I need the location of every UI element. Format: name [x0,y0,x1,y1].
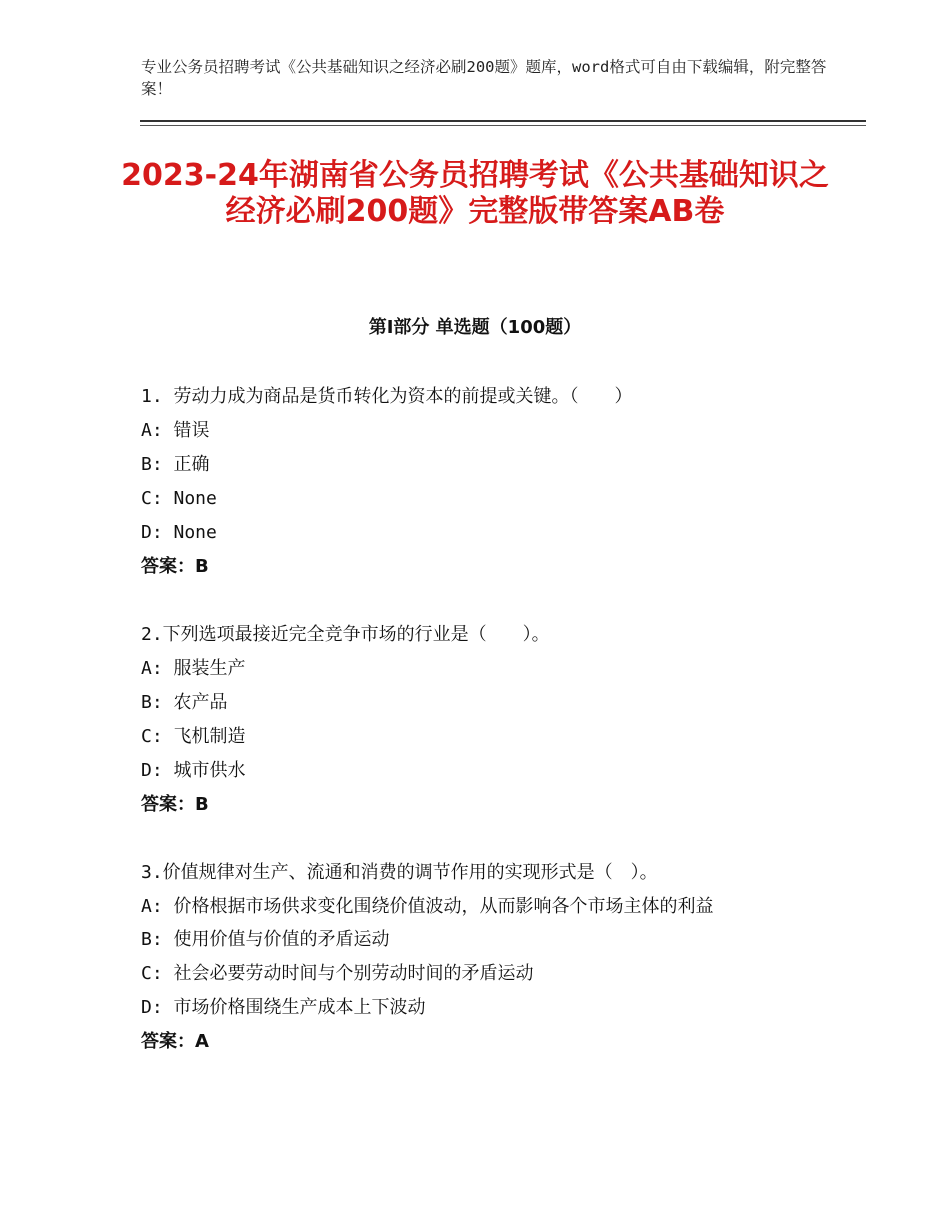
answer-label: 答案：A [141,1031,209,1052]
section-title: 第Ⅰ部分 单选题（100题） [368,317,582,338]
option-c: C: 社会必要劳动时间与个别劳动时间的矛盾运动 [141,963,534,984]
option-a: A: 价格根据市场供求变化围绕价值波动，从而影响各个市场主体的利益 [141,896,714,917]
option-a: A: 错误 [141,420,210,441]
header-divider-thick [140,120,866,122]
document-title: 2023-24年湖南省公务员招聘考试《公共基础知识之经济必刷200题》完整版带答案AB卷 [121,158,829,229]
option-b: B: 农产品 [141,692,228,713]
question-stem: 3.价值规律对生产、流通和消费的调节作用的实现形式是（ ）。 [141,862,658,883]
answer-label: 答案：B [141,794,209,815]
question-2 [141,618,821,822]
question-stem: 1. 劳动力成为商品是货币转化为资本的前提或关键。（ ） [141,386,633,407]
option-d: D: 市场价格围绕生产成本上下波动 [141,997,426,1018]
option-c: C: 飞机制造 [141,726,246,747]
question-1 [141,380,821,584]
option-d: D: None [141,522,217,543]
header-divider-thin [140,125,866,126]
option-d: D: 城市供水 [141,760,246,781]
option-a: A: 服装生产 [141,658,246,679]
option-b: B: 使用价值与价值的矛盾运动 [141,929,390,950]
header-note: 专业公务员招聘考试《公共基础知识之经济必刷200题》题库，word格式可自由下载编辑，附完整答案！ [141,58,827,98]
answer-label: 答案：B [141,556,209,577]
question-3 [141,856,821,1059]
question-stem: 2.下列选项最接近完全竞争市场的行业是（ ）。 [141,624,550,645]
option-b: B: 正确 [141,454,210,475]
option-c: C: None [141,488,217,509]
question-list [141,380,821,1093]
